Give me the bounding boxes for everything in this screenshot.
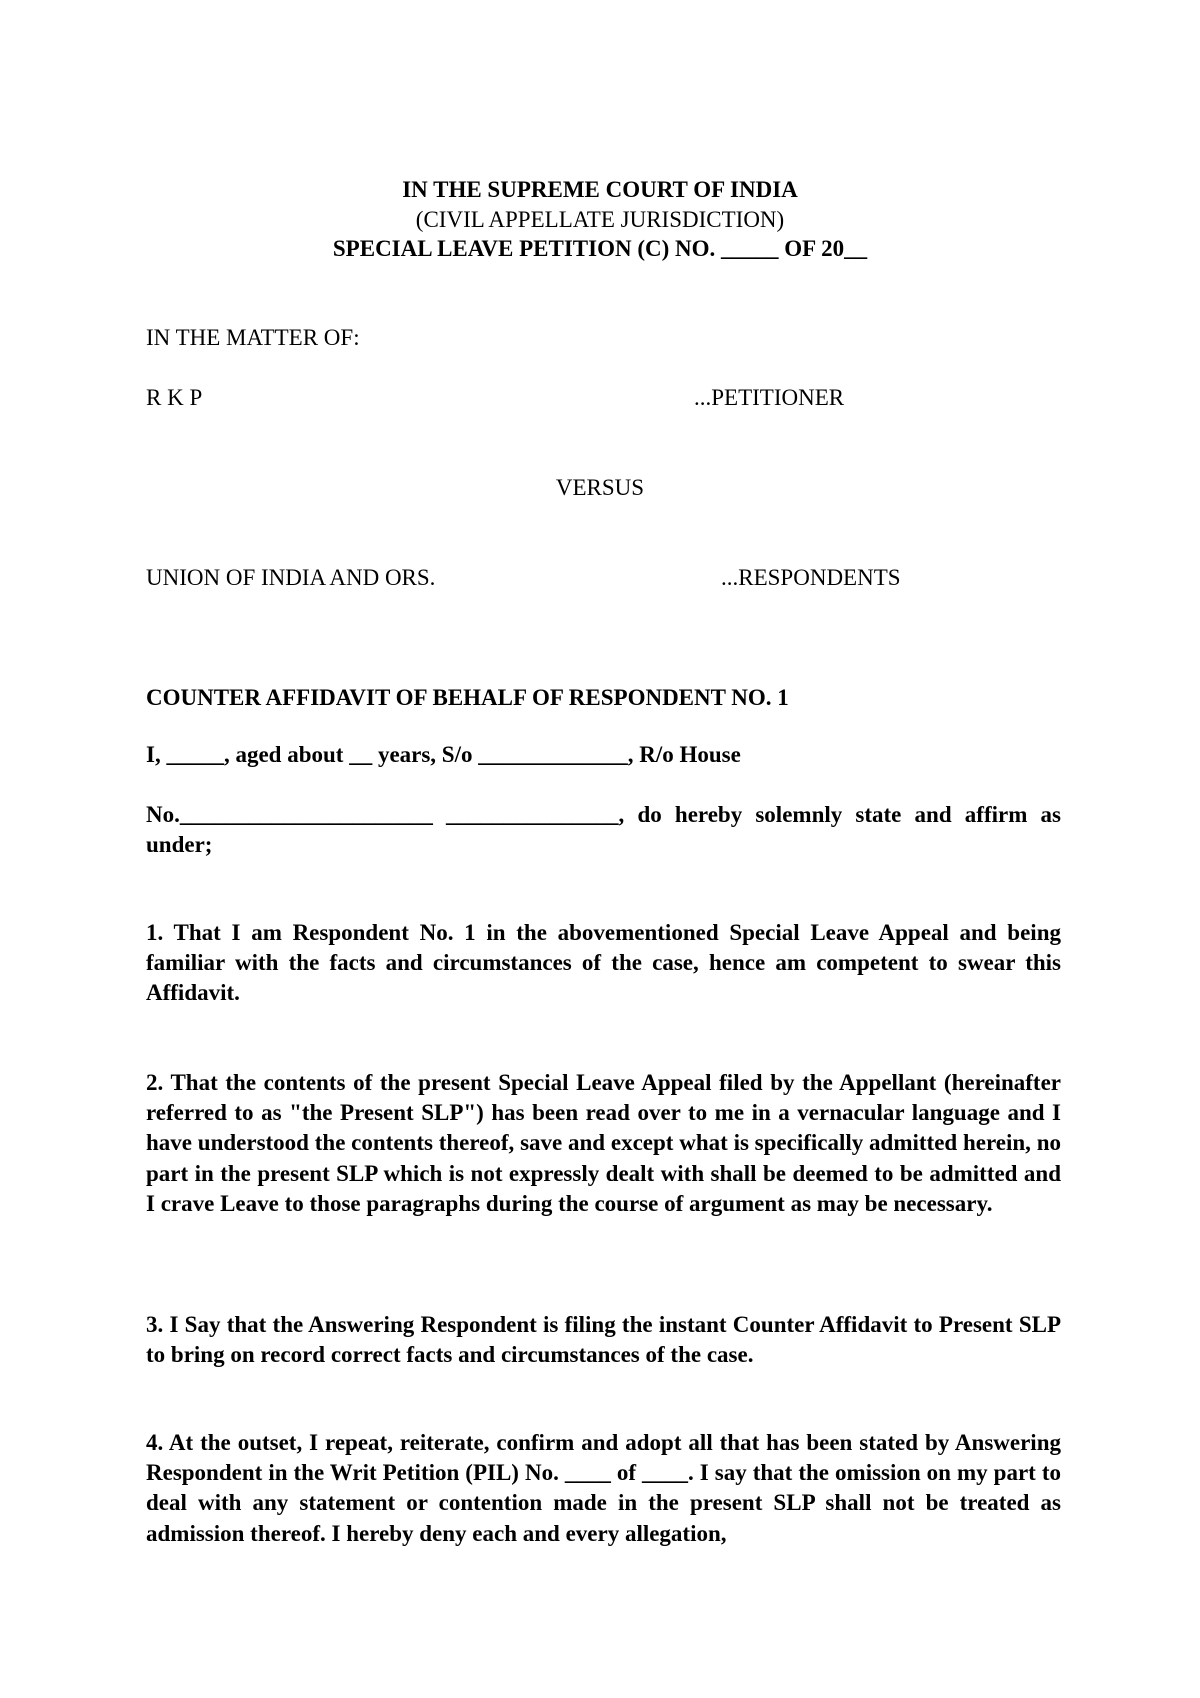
- petition-number-line: SPECIAL LEAVE PETITION (C) NO. _____ OF 20__: [332, 236, 868, 261]
- respondent-name: UNION OF INDIA AND ORS.: [146, 565, 436, 590]
- paragraph-4: 4. At the outset, I repeat, reiterate, confirm and adopt all that has been stated by Answering Respondent in the Writ Petition (PIL) No. ____ of ____. I say that the omission on my part to deal with any statement or contention made in the present SLP shall not be treated as admission thereof. I hereby deny each and every allegation,: [146, 1430, 1061, 1546]
- matter-label: IN THE MATTER OF:: [146, 325, 360, 350]
- petitioner-name: R K P: [146, 385, 203, 410]
- paragraph-1: 1. That I am Respondent No. 1 in the abovementioned Special Leave Appeal and being familiar with the facts and circumstances of the case, hence am competent to swear this Affidavit.: [146, 920, 1061, 1006]
- paragraph-3: 3. I Say that the Answering Respondent is filing the instant Counter Affidavit to Present SLP to bring on record correct facts and circumstances of the case.: [146, 1312, 1061, 1368]
- deponent-address-line: No.______________________ _______________, do hereby solemnly state and affirm as under;: [146, 802, 1061, 858]
- deponent-intro-line: I, _____, aged about __ years, S/o _____________, R/o House: [146, 742, 741, 767]
- respondent-role: ...RESPONDENTS: [721, 565, 901, 590]
- affidavit-title: COUNTER AFFIDAVIT OF BEHALF OF RESPONDENT NO. 1: [146, 685, 789, 710]
- court-title: IN THE SUPREME COURT OF INDIA: [402, 177, 798, 202]
- jurisdiction-line: (CIVIL APPELLATE JURISDICTION): [415, 207, 785, 232]
- petitioner-role: ...PETITIONER: [694, 385, 845, 410]
- paragraph-2: 2. That the contents of the present Special Leave Appeal filed by the Appellant (hereinafter referred to as "the Present SLP") has been read over to me in a vernacular language and I have understood the contents thereof, save and except what is specifically admitted herein, no part in the present SLP which is not expressly dealt with shall be deemed to be admitted and I crave Leave to those paragraphs during the course of argument as may be necessary.: [146, 1070, 1061, 1216]
- versus-label: VERSUS: [555, 475, 645, 500]
